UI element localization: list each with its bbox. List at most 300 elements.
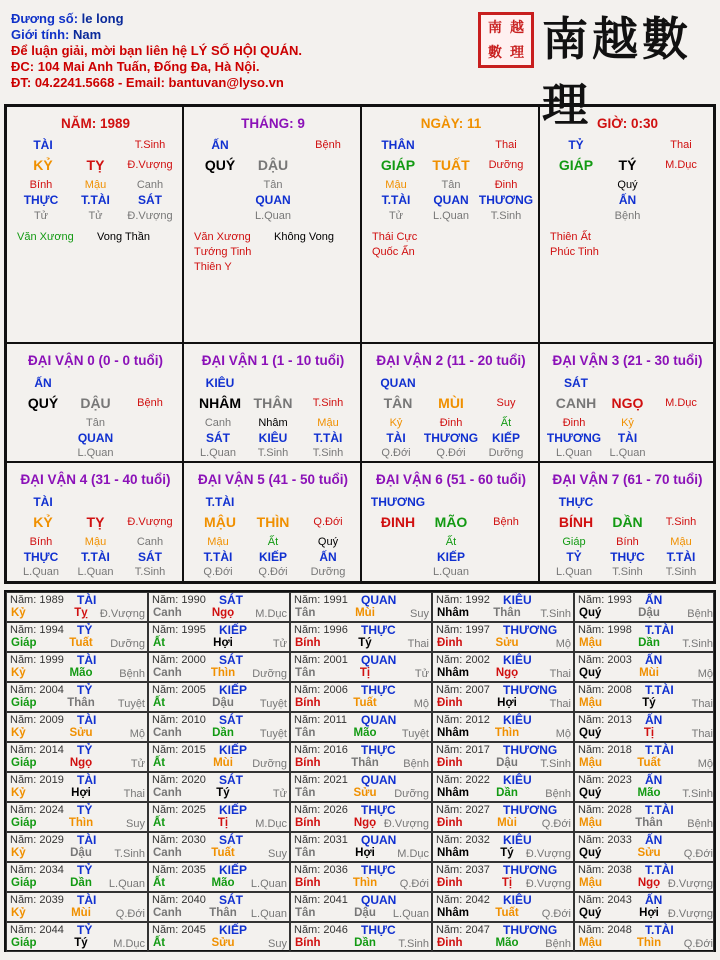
year-number: 1993: [607, 594, 632, 606]
dai-van-can: KỶ: [33, 514, 53, 530]
year-number: 2016: [323, 744, 348, 756]
year-cell: [574, 772, 714, 802]
year-number: 2043: [607, 894, 632, 906]
year-number: 2026: [323, 804, 348, 816]
hidden-stem: Bính: [29, 536, 53, 548]
year-number: 2039: [39, 894, 64, 906]
hidden-stem: Kỷ: [389, 417, 403, 429]
year-label: [294, 654, 348, 666]
year-label: [294, 744, 348, 756]
year-number: 2004: [39, 684, 64, 696]
year-state: L.Quan: [250, 908, 287, 920]
dai-van-chi: TỴ: [86, 514, 105, 530]
year-god: THỰC: [361, 743, 396, 757]
year-cell: [148, 622, 290, 652]
year-number: 2014: [39, 744, 64, 756]
year-god: QUAN: [361, 833, 397, 847]
year-god: TÀI: [77, 713, 97, 727]
year-label: [152, 894, 206, 906]
year-prefix: Năm:: [10, 924, 37, 936]
year-god: T.TÀI: [645, 803, 674, 817]
hidden-star: Tử: [33, 210, 49, 222]
year-state: Q.Đới: [399, 878, 429, 890]
hidden-star: Q.Đới: [381, 447, 411, 459]
year-god: TÀI: [77, 773, 97, 787]
year-god: TỶ: [77, 683, 93, 697]
year-prefix: Năm:: [578, 594, 605, 606]
year-state: Mộ: [129, 728, 145, 740]
contact-invite: Để luận giải, mời bạn liên hệ LÝ SỐ HỘI QUÁN.: [11, 43, 302, 58]
year-prefix: Năm:: [436, 624, 463, 636]
year-can: Kỷ: [11, 607, 26, 619]
year-cell: [574, 922, 714, 952]
year-number: 2030: [181, 834, 206, 846]
year-label: [152, 864, 206, 876]
year-god: SÁT: [219, 833, 243, 847]
year-cell: [432, 682, 574, 712]
year-number: 2022: [465, 774, 490, 786]
year-god: TÀI: [77, 893, 97, 907]
year-label: [578, 864, 632, 876]
year-label: [152, 774, 206, 786]
year-can: Mậu: [579, 877, 602, 889]
year-can: Canh: [153, 847, 182, 859]
year-number: 2033: [607, 834, 632, 846]
year-label: [10, 804, 64, 816]
year-number: 1990: [181, 594, 206, 606]
year-number: 2029: [39, 834, 64, 846]
hidden-star: T.Sinh: [312, 447, 344, 459]
year-number: 2011: [323, 714, 347, 726]
dai-van-god: TÀI: [33, 495, 53, 509]
hidden-stem: Tân: [441, 179, 461, 191]
hidden-god: QUAN: [255, 193, 291, 207]
dai-van-god: THƯƠNG: [370, 495, 426, 509]
year-state: Tử: [272, 638, 287, 650]
year-state: Mộ: [697, 758, 713, 770]
year-god: KIÊU: [503, 893, 532, 907]
year-can: Bính: [295, 937, 321, 949]
year-can: Quý: [579, 847, 602, 859]
year-cell: [574, 802, 714, 832]
hidden-god: TỶ: [566, 550, 582, 564]
year-cell: [290, 712, 432, 742]
year-number: 2032: [465, 834, 490, 846]
year-god: THƯƠNG: [503, 803, 558, 817]
pillar-top-state: T.Sinh: [134, 139, 166, 151]
pillar-chi: TUẤT: [432, 157, 470, 173]
year-prefix: Năm:: [436, 804, 463, 816]
auxiliary-star: Thiên Ất: [550, 231, 591, 243]
year-label: [436, 624, 490, 636]
hidden-star: Đ.Vượng: [127, 210, 173, 222]
dai-van-god: SÁT: [564, 376, 588, 390]
hidden-god: QUAN: [77, 431, 114, 445]
year-cell: [148, 802, 290, 832]
dai-van-state: M.Dục: [665, 397, 697, 409]
hidden-stem: Mậu: [317, 417, 339, 429]
year-god: KIÊU: [503, 713, 532, 727]
auxiliary-star: Tướng Tinh: [194, 246, 252, 258]
year-label: [578, 714, 632, 726]
year-chi: Dần: [212, 727, 234, 739]
year-state: T.Sinh: [682, 638, 713, 650]
year-chi: Dậu: [354, 907, 376, 919]
year-can: Ất: [153, 877, 166, 889]
year-label: [578, 834, 632, 846]
year-chi: Thìn: [494, 727, 520, 739]
year-chi: Hợi: [355, 847, 375, 859]
year-state: Q.Đới: [541, 818, 571, 830]
auxiliary-star: Thái Cực: [372, 231, 418, 243]
year-number: 2044: [39, 924, 64, 936]
year-state: Đ.Vượng: [525, 848, 571, 860]
hidden-star: Dưỡng: [488, 447, 524, 459]
pillar-god: THÂN: [381, 138, 415, 152]
year-chi: Dậu: [212, 697, 234, 709]
year-number: 2017: [465, 744, 490, 756]
auxiliary-star: Thiên Y: [194, 261, 232, 273]
year-can: Bính: [295, 877, 321, 889]
hidden-god: T.TÀI: [81, 550, 110, 564]
year-cell: [432, 742, 574, 772]
hidden-star: L.Quan: [254, 210, 292, 222]
year-cell: [6, 682, 148, 712]
year-can: Kỷ: [11, 667, 26, 679]
year-label: [152, 834, 206, 846]
pillar-top-state: Thai: [495, 139, 517, 151]
year-number: 2000: [181, 654, 206, 666]
year-prefix: Năm:: [294, 804, 321, 816]
dai-van-cell: [6, 462, 183, 582]
year-state: Suy: [268, 848, 287, 860]
year-chi: Thìn: [210, 667, 236, 679]
year-can: Nhâm: [437, 847, 469, 859]
dai-van-cell: [361, 462, 539, 582]
year-state: Suy: [126, 818, 145, 830]
dai-van-can: QUÝ: [27, 395, 59, 411]
year-state: Q.Đới: [541, 908, 571, 920]
year-cell: [148, 592, 290, 622]
year-prefix: Năm:: [152, 714, 179, 726]
brand-calligraphy: 南越數理: [542, 12, 692, 132]
year-state: L.Quan: [250, 878, 287, 890]
year-number: 2015: [181, 744, 206, 756]
pillar-can: KỶ: [33, 157, 53, 173]
year-can: Kỷ: [11, 907, 26, 919]
hidden-star: L.Quan: [77, 447, 114, 459]
year-number: 1999: [39, 654, 64, 666]
year-god: TÀI: [77, 833, 97, 847]
year-chi: Mão: [637, 787, 661, 799]
year-can: Mậu: [579, 937, 602, 949]
dai-van-chi: DẬU: [80, 395, 111, 411]
year-number: 2024: [39, 804, 64, 816]
pillar-cell: [361, 106, 539, 343]
year-god: KIẾP: [219, 683, 248, 697]
year-god: ẤN: [645, 653, 663, 667]
year-state: Mộ: [555, 728, 571, 740]
year-number: 2034: [39, 864, 64, 876]
year-god: SÁT: [219, 773, 243, 787]
year-state: Đ.Vượng: [525, 878, 571, 890]
year-cell: [6, 772, 148, 802]
year-chi: Tuất: [495, 907, 519, 919]
pillar-top-state: Bệnh: [315, 139, 341, 151]
auxiliary-star: Vong Thần: [97, 231, 151, 243]
year-can: Nhâm: [437, 607, 469, 619]
year-god: TÀI: [77, 653, 97, 667]
year-number: 2037: [465, 864, 490, 876]
year-chi: Sửu: [211, 937, 235, 949]
year-god: KIÊU: [503, 593, 532, 607]
year-chi: Tý: [642, 697, 656, 709]
year-label: [294, 624, 348, 636]
year-label: [578, 594, 632, 606]
year-can: Tân: [295, 727, 316, 739]
year-label: [294, 684, 348, 696]
hidden-stem: Mậu: [207, 536, 229, 548]
year-can: Giáp: [11, 697, 37, 709]
year-chi: Ngọ: [69, 757, 93, 769]
year-label: [152, 654, 206, 666]
year-can: Tân: [295, 847, 316, 859]
auxiliary-star: Văn Xương: [194, 231, 251, 243]
year-prefix: Năm:: [294, 834, 321, 846]
year-god: SÁT: [219, 713, 243, 727]
year-god: T.TÀI: [645, 863, 674, 877]
hidden-star: L.Quan: [199, 447, 237, 459]
year-number: 2010: [181, 714, 206, 726]
year-prefix: Năm:: [294, 744, 321, 756]
year-chi: Mùi: [497, 817, 517, 829]
year-can: Bính: [295, 757, 321, 769]
year-number: 2013: [607, 714, 632, 726]
year-chi: Thân: [67, 697, 95, 709]
year-prefix: Năm:: [10, 594, 37, 606]
year-can: Tân: [295, 607, 316, 619]
year-number: 1994: [39, 624, 64, 636]
year-label: [436, 924, 490, 936]
year-number: 2023: [607, 774, 632, 786]
hidden-star: T.Sinh: [134, 566, 166, 578]
year-god: TỶ: [77, 863, 93, 877]
hidden-god: QUAN: [433, 193, 469, 207]
dai-van-title: ĐẠI VẬN 4 (31 - 40 tuổi): [20, 472, 171, 487]
year-prefix: Năm:: [10, 864, 37, 876]
year-number: 2007: [465, 684, 490, 696]
year-prefix: Năm:: [10, 714, 37, 726]
dai-van-chi: THÌN: [256, 514, 290, 530]
subject-name-label: Đương số:: [11, 11, 79, 26]
hidden-stem: Tân: [86, 417, 105, 429]
hidden-god: T.TÀI: [313, 431, 343, 445]
year-can: Kỷ: [11, 787, 26, 799]
year-prefix: Năm:: [294, 714, 321, 726]
year-state: Tuyệt: [259, 698, 287, 710]
year-number: 2027: [465, 804, 490, 816]
year-chi: Tị: [359, 667, 371, 679]
year-label: [436, 804, 490, 816]
year-chi: Tuất: [211, 847, 235, 859]
year-god: SÁT: [219, 893, 243, 907]
year-god: ẤN: [645, 773, 663, 787]
year-god: KIÊU: [503, 773, 532, 787]
year-prefix: Năm:: [436, 594, 463, 606]
year-prefix: Năm:: [294, 624, 321, 636]
year-label: [436, 774, 490, 786]
year-chi: Ngọ: [353, 817, 377, 829]
year-state: Đ.Vượng: [667, 908, 713, 920]
year-cell: [432, 892, 574, 922]
gender-label: Giới tính:: [11, 27, 70, 42]
hidden-god: THỰC: [610, 550, 645, 564]
year-god: THƯƠNG: [503, 683, 558, 697]
year-can: Canh: [153, 787, 182, 799]
year-cell: [6, 892, 148, 922]
year-chi: Tị: [217, 817, 229, 829]
year-state: M.Dục: [397, 848, 429, 860]
dai-van-title: ĐẠI VẬN 7 (61 - 70 tuổi): [552, 472, 703, 487]
year-chi: Thân: [635, 817, 663, 829]
year-label: [578, 744, 632, 756]
auxiliary-star: Văn Xương: [17, 231, 74, 243]
year-god: QUAN: [361, 593, 397, 607]
dai-van-chi: DẦN: [612, 514, 643, 530]
year-chi: Hợi: [497, 697, 517, 709]
year-can: Ất: [153, 637, 166, 649]
year-cell: [432, 712, 574, 742]
pillar-can: QUÝ: [204, 157, 236, 173]
year-number: 2031: [323, 834, 348, 846]
year-label: [10, 624, 64, 636]
year-chi: Dần: [354, 937, 376, 949]
year-god: THỰC: [361, 683, 396, 697]
year-chi: Tý: [216, 787, 230, 799]
year-cell: [148, 742, 290, 772]
year-god: KIẾP: [219, 803, 248, 817]
year-god: TỶ: [77, 803, 93, 817]
hidden-god: T.TÀI: [381, 193, 411, 207]
year-cell: [290, 682, 432, 712]
year-label: [10, 594, 64, 606]
hidden-stem: Giáp: [562, 536, 586, 548]
year-can: Canh: [153, 727, 182, 739]
year-prefix: Năm:: [10, 744, 37, 756]
year-state: T.Sinh: [682, 788, 713, 800]
hidden-stem: Kỷ: [621, 417, 634, 429]
year-number: 1997: [465, 624, 490, 636]
dai-van-title: ĐẠI VẬN 6 (51 - 60 tuổi): [375, 472, 527, 487]
year-cell: [574, 892, 714, 922]
year-cell: [148, 772, 290, 802]
dai-van-title: ĐẠI VẬN 2 (11 - 20 tuổi): [376, 353, 526, 368]
year-chi: Sửu: [495, 637, 519, 649]
year-state: Đ.Vượng: [99, 608, 145, 620]
header-info: [11, 11, 471, 91]
year-god: THƯƠNG: [503, 623, 558, 637]
year-number: 2005: [181, 684, 206, 696]
year-prefix: Năm:: [578, 624, 605, 636]
year-state: Mộ: [697, 668, 713, 680]
year-label: [578, 774, 632, 786]
dai-van-can: TÂN: [383, 395, 413, 411]
hidden-star: T.Sinh: [665, 566, 697, 578]
year-god: T.TÀI: [645, 743, 674, 757]
year-god: T.TÀI: [645, 923, 674, 937]
year-cell: [432, 862, 574, 892]
year-prefix: Năm:: [578, 654, 605, 666]
year-prefix: Năm:: [578, 684, 605, 696]
year-can: Quý: [579, 607, 602, 619]
year-prefix: Năm:: [294, 684, 321, 696]
year-cell: [6, 742, 148, 772]
dai-van-god: QUAN: [380, 376, 416, 390]
year-can: Bính: [295, 697, 321, 709]
year-cell: [574, 652, 714, 682]
year-state: Tử: [272, 788, 287, 800]
pillar-top-state: Thai: [670, 139, 692, 151]
year-god: T.TÀI: [645, 623, 674, 637]
year-cell: [432, 622, 574, 652]
hidden-god: KIẾP: [436, 550, 465, 564]
pillar-title: GIỜ: 0:30: [596, 116, 659, 131]
year-state: M.Dục: [255, 818, 287, 830]
dai-van-can: NHÂM: [199, 395, 241, 411]
hidden-stem: Canh: [204, 417, 232, 429]
year-god: TỶ: [77, 623, 93, 637]
pillar-god: ẤN: [211, 138, 229, 152]
pillar-title: NĂM: 1989: [60, 116, 131, 131]
year-prefix: Năm:: [436, 744, 463, 756]
year-cell: [290, 772, 432, 802]
year-can: Bính: [295, 637, 321, 649]
dai-van-cell: [539, 343, 714, 462]
year-number: 2025: [181, 804, 206, 816]
year-cell: [574, 712, 714, 742]
dai-van-god: ẤN: [34, 376, 52, 390]
hidden-god: KIÊU: [258, 431, 288, 445]
year-state: M.Dục: [113, 938, 145, 950]
year-label: [10, 774, 64, 786]
year-state: T.Sinh: [540, 608, 571, 620]
hidden-star: Q.Đới: [436, 447, 466, 459]
year-chi: Mão: [353, 727, 377, 739]
year-number: 2040: [181, 894, 206, 906]
year-prefix: Năm:: [436, 894, 463, 906]
year-label: [578, 654, 632, 666]
hidden-stem: Canh: [136, 536, 164, 548]
year-cell: [6, 922, 148, 952]
year-chi: Ngọ: [495, 667, 519, 679]
year-state: M.Dục: [255, 608, 287, 620]
dai-van-god: KIÊU: [205, 376, 235, 390]
dai-van-state: Suy: [496, 397, 516, 409]
dai-van-cell: [361, 343, 539, 462]
year-label: [294, 804, 348, 816]
hidden-stem: Quý: [617, 179, 638, 191]
year-state: Suy: [268, 938, 287, 950]
year-cell: [6, 832, 148, 862]
year-prefix: Năm:: [10, 894, 37, 906]
dai-van-god: T.TÀI: [205, 495, 235, 509]
year-state: Tuyệt: [117, 698, 145, 710]
year-cell: [148, 832, 290, 862]
year-state: Bệnh: [545, 938, 571, 950]
year-number: 2003: [607, 654, 632, 666]
hidden-god: SÁT: [138, 550, 162, 564]
year-label: [10, 894, 64, 906]
